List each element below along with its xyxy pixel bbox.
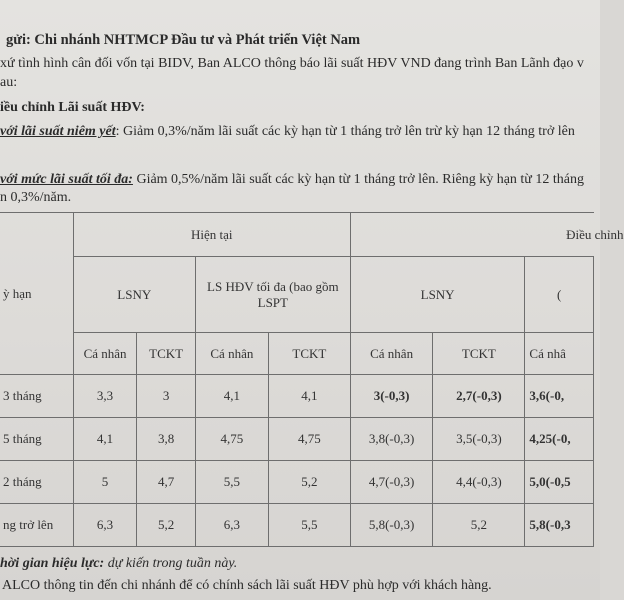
term-header: ỳ hạn <box>0 213 73 375</box>
table-header-row-2 <box>0 257 594 333</box>
interest-rate-table <box>0 212 624 547</box>
col-org-3: TCKT <box>433 333 525 375</box>
footer-note: ALCO thông tin đến chi nhánh để có chính sách lãi suất HĐV phù hợp với khách hàng. <box>2 578 492 593</box>
col-org-1: TCKT <box>137 333 195 375</box>
rate-cell: 4,7 <box>137 461 195 504</box>
rate-cell: 4,4(-0,3) <box>433 461 525 504</box>
rate-cell: 5,2 <box>433 504 525 547</box>
col-individual-4: Cá nhâ <box>525 333 594 375</box>
item-1-text: : Giảm 0,3%/năm lãi suất các kỳ hạn từ 1 tháng trở lên trừ kỳ hạn 12 tháng trở lên <box>115 124 575 139</box>
intro-line-1: xứ tình hình cân đối vốn tại BIDV, Ban ALCO thông báo lãi suất HĐV VND đang trình Ban Lãnh đạo v <box>0 56 584 71</box>
col-individual-3: Cá nhân <box>350 333 433 375</box>
rate-cell: 5,0(-0,5 <box>525 461 594 504</box>
sub-max-current: LS HĐV tối đa (bao gồm LSPT <box>195 257 350 333</box>
rate-cell: 4,7(-0,3) <box>350 461 433 504</box>
term-cell: 3 tháng <box>0 375 73 418</box>
effective-text: dự kiến trong tuần này. <box>104 556 238 571</box>
item-2 <box>0 171 584 189</box>
item-2-text: Giảm 0,5%/năm lãi suất các kỳ hạn từ 1 tháng trở lên. Riêng kỳ hạn từ 12 tháng <box>132 172 584 187</box>
sub-cut-header: ( <box>525 257 594 333</box>
term-cell: 5 tháng <box>0 418 73 461</box>
rate-cell: 6,3 <box>73 504 137 547</box>
rate-cell: 5,2 <box>137 504 195 547</box>
rate-cell: 3,8 <box>137 418 195 461</box>
rate-cell: 6,3 <box>195 504 268 547</box>
col-individual-1: Cá nhân <box>73 333 137 375</box>
rate-cell: 3,6(-0, <box>525 375 594 418</box>
sub-lsny-adjusted: LSNY <box>350 257 525 333</box>
item-2-label: với mức lãi suất tối đa: <box>0 172 133 187</box>
rate-cell: 3 <box>137 375 195 418</box>
table-row <box>0 461 594 504</box>
rate-cell: 2,7(-0,3) <box>433 375 525 418</box>
rate-cell: 3(-0,3) <box>350 375 433 418</box>
table-row <box>0 504 594 547</box>
col-org-2: TCKT <box>268 333 350 375</box>
table-header-row-3 <box>0 333 594 375</box>
rate-cell: 3,8(-0,3) <box>350 418 433 461</box>
sub-lsny-current: LSNY <box>73 257 195 333</box>
table-row <box>0 418 594 461</box>
rate-cell: 5,8(-0,3) <box>350 504 433 547</box>
intro-line-2: au: <box>0 75 18 90</box>
table-header-row-1 <box>0 213 594 257</box>
rate-cell: 4,25(-0, <box>525 418 594 461</box>
rate-cell: 5 <box>73 461 137 504</box>
rate-cell: 3,3 <box>73 375 137 418</box>
item-1 <box>0 123 575 141</box>
item-1-label: với lãi suất niêm yết <box>0 124 116 139</box>
section-title: iều chỉnh Lãi suất HĐV: <box>0 100 145 115</box>
col-individual-2: Cá nhân <box>195 333 268 375</box>
rate-cell: 4,1 <box>268 375 350 418</box>
rate-cell: 5,5 <box>268 504 350 547</box>
group-adjusted-header: Điều chỉnh <box>350 213 593 257</box>
rate-cell: 4,75 <box>195 418 268 461</box>
effective-label: hời gian hiệu lực: <box>0 556 105 571</box>
table-row <box>0 375 594 418</box>
rate-cell: 5,2 <box>268 461 350 504</box>
rate-cell: 4,75 <box>268 418 350 461</box>
effective-line <box>0 555 237 573</box>
rate-cell: 5,8(-0,3 <box>525 504 594 547</box>
rate-cell: 3,5(-0,3) <box>433 418 525 461</box>
rate-cell: 4,1 <box>73 418 137 461</box>
recipient-line: gửi: Chi nhánh NHTMCP Đầu tư và Phát triển Việt Nam <box>6 32 361 48</box>
term-cell: ng trở lên <box>0 504 73 547</box>
item-2-line-2: n 0,3%/năm. <box>0 190 72 205</box>
rate-cell: 4,1 <box>195 375 268 418</box>
term-cell: 2 tháng <box>0 461 73 504</box>
rate-cell: 5,5 <box>195 461 268 504</box>
group-current-header: Hiện tại <box>73 213 350 257</box>
